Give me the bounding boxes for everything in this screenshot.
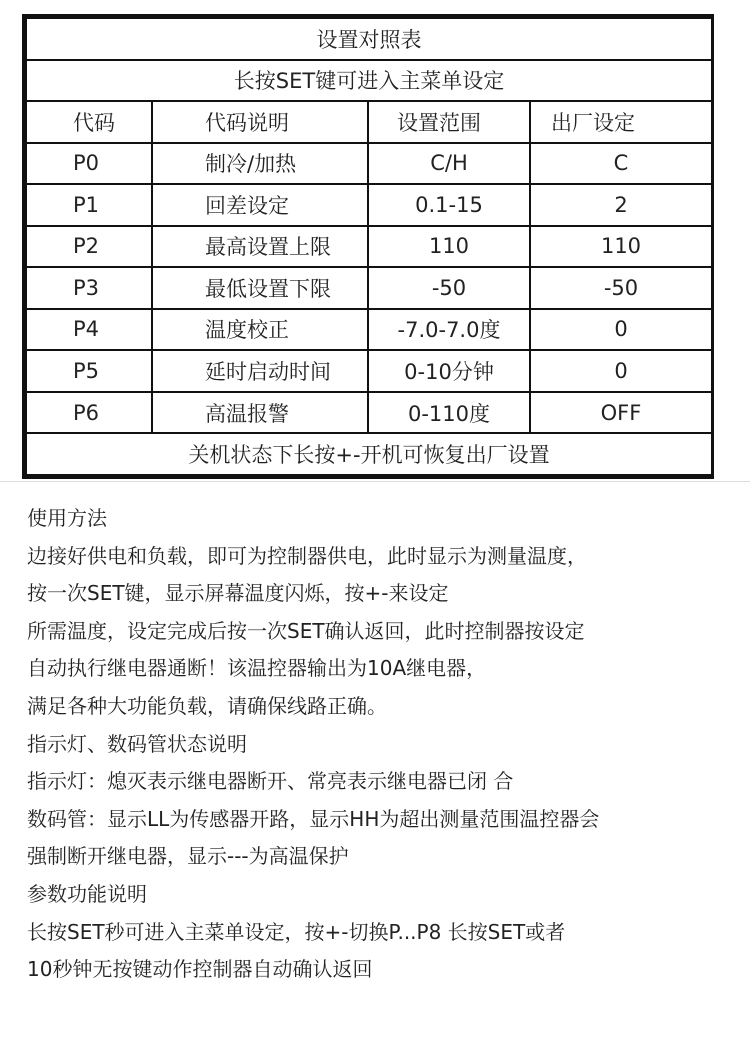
note-line: 数码管：显示LL为传感器开路，显示HH为超出测量范围温控器会: [27, 806, 600, 831]
header-default: 出厂设定: [530, 101, 712, 143]
table-row: [26, 143, 712, 185]
note-line: 按一次SET键，显示屏幕温度闪烁，按+-来设定: [27, 581, 449, 606]
section-heading-parameters: 参数功能说明: [27, 881, 147, 906]
cell-range: 0-110度: [368, 392, 530, 434]
section-heading-indicators: 指示灯、数码管状态说明: [27, 731, 247, 756]
table-title-row: [26, 18, 712, 60]
cell-default: 0: [530, 309, 712, 351]
note-line: 指示灯：熄灭表示继电器断开、常亮表示继电器已闭 合: [27, 769, 514, 794]
cell-description: 最低设置下限: [152, 267, 368, 309]
note-line: 所需温度，设定完成后按一次SET确认返回，此时控制器按设定: [27, 618, 585, 643]
cell-range: -7.0-7.0度: [368, 309, 530, 351]
cell-default: OFF: [530, 392, 712, 434]
cell-default: C: [530, 143, 712, 185]
note-line: 边接好供电和负载，即可为控制器供电，此时显示为测量温度，: [27, 543, 587, 568]
cell-range: -50: [368, 267, 530, 309]
cell-code: P5: [26, 350, 152, 392]
cell-code: P4: [26, 309, 152, 351]
table-row: [26, 392, 712, 434]
cell-description: 温度校正: [152, 309, 368, 351]
table-footer-row: [26, 433, 712, 475]
cell-code: P0: [26, 143, 152, 185]
table-row: [26, 184, 712, 226]
table-row: [26, 226, 712, 268]
section-heading-usage: 使用方法: [27, 506, 107, 530]
note-line: 长按SET秒可进入主菜单设定，按+-切换P...P8 长按SET或者: [27, 919, 566, 944]
table-subtitle-row: [26, 60, 712, 102]
cell-default: -50: [530, 267, 712, 309]
settings-table: [22, 14, 714, 479]
table-title: 设置对照表: [26, 18, 712, 60]
cell-description: 最高设置上限: [152, 226, 368, 268]
usage-notes: [27, 500, 750, 989]
cell-range: 0-10分钟: [368, 350, 530, 392]
cell-code: P2: [26, 226, 152, 268]
table-footer: 关机状态下长按+-开机可恢复出厂设置: [26, 433, 712, 475]
settings-table-grid: [25, 17, 713, 476]
cell-description: 延时启动时间: [152, 350, 368, 392]
cell-default: 110: [530, 226, 712, 268]
note-line: 满足各种大功能负载，请确保线路正确。: [27, 693, 387, 718]
table-row: [26, 309, 712, 351]
cell-description: 回差设定: [152, 184, 368, 226]
table-row: [26, 350, 712, 392]
table-row: [26, 267, 712, 309]
cell-default: 0: [530, 350, 712, 392]
note-line: 自动执行继电器通断！该温控器输出为10A继电器，: [27, 656, 487, 681]
divider: [0, 481, 750, 482]
header-description: 代码说明: [152, 101, 368, 143]
cell-description: 制冷/加热: [152, 143, 368, 185]
cell-code: P6: [26, 392, 152, 434]
cell-code: P1: [26, 184, 152, 226]
cell-description: 高温报警: [152, 392, 368, 434]
cell-range: 110: [368, 226, 530, 268]
cell-code: P3: [26, 267, 152, 309]
cell-default: 2: [530, 184, 712, 226]
note-line: 10秒钟无按键动作控制器自动确认返回: [27, 957, 373, 982]
cell-range: 0.1-15: [368, 184, 530, 226]
table-header-row: [26, 101, 712, 143]
header-code: 代码: [26, 101, 152, 143]
header-range: 设置范围: [368, 101, 530, 143]
table-subtitle: 长按SET键可进入主菜单设定: [26, 60, 712, 102]
note-line: 强制断开继电器，显示---为高温保护: [27, 844, 349, 869]
cell-range: C/H: [368, 143, 530, 185]
